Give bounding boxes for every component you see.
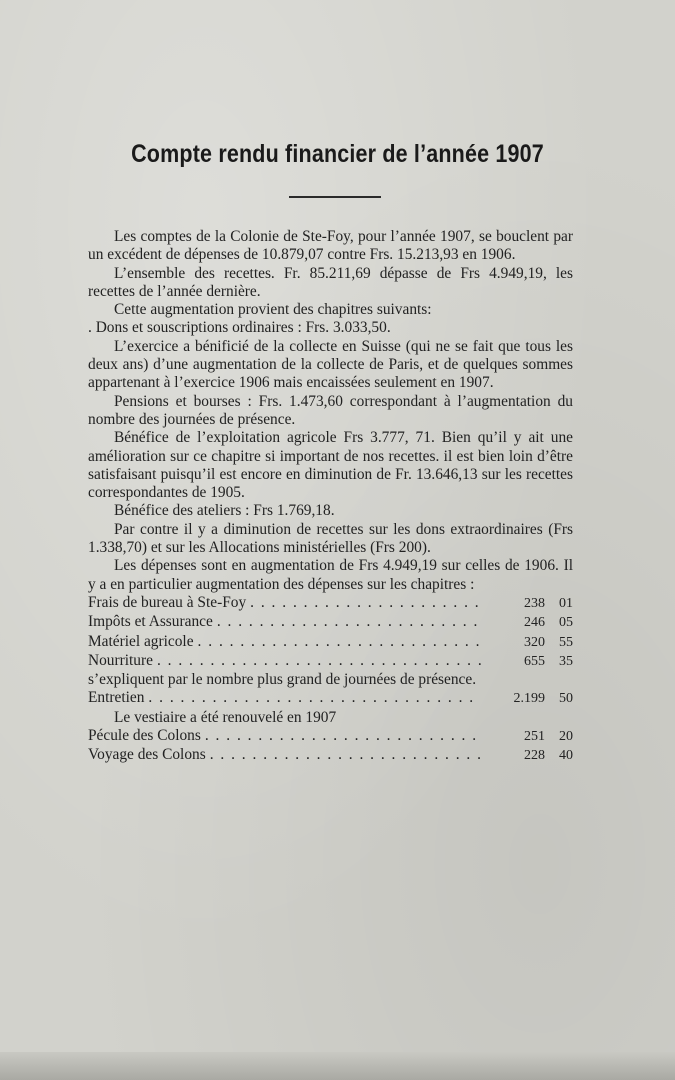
expense-label: Voyage des Colons xyxy=(88,746,206,764)
expense-amount xyxy=(485,690,573,708)
paragraph: Bénéfice des ateliers : Frs 1.769,18. xyxy=(114,502,335,520)
leader-dots xyxy=(148,689,481,707)
amount-cents: 55 xyxy=(559,634,573,650)
expense-row xyxy=(88,746,573,765)
leader-dots xyxy=(210,746,481,764)
note-vestiaire: Le vestiaire a été renouvelé en 1907 xyxy=(114,708,337,726)
expense-label: Matériel agricole xyxy=(88,632,194,650)
expense-row xyxy=(88,727,573,746)
leader-dots xyxy=(198,633,481,651)
expense-label: Nourriture xyxy=(88,651,153,669)
expense-row xyxy=(88,594,573,613)
amount-francs: 320 xyxy=(524,634,545,650)
expense-row xyxy=(88,652,573,671)
title-divider xyxy=(289,196,381,198)
expense-label: Frais de bureau à Ste-Foy xyxy=(88,593,247,611)
expense-label: Pécule des Colons xyxy=(88,727,201,745)
scan-bottom-edge xyxy=(0,1052,675,1080)
report-body xyxy=(88,228,573,766)
amount-cents: 20 xyxy=(559,729,573,745)
amount-cents: 40 xyxy=(559,748,573,764)
leader-dots xyxy=(250,594,481,612)
amount-cents: 50 xyxy=(559,691,573,707)
amount-francs: 251 xyxy=(524,729,545,745)
note-presence: s’expliquent par le nombre plus grand de journées de présence. xyxy=(88,671,477,689)
amount-francs: 246 xyxy=(524,615,545,631)
expense-amount xyxy=(485,614,573,632)
paragraph: Par contre il y a diminution de recettes sur les dons extraordinaires (Frs 1.338,70) et sur les Allocations ministérielles (Frs 200). xyxy=(88,520,573,557)
expense-row xyxy=(88,689,573,708)
paragraph: Pensions et bourses : Frs. 1.473,60 correspondant à l’augmentation du nombre des journées de présence. xyxy=(88,392,573,428)
amount-cents: 35 xyxy=(559,653,573,669)
leader-dots xyxy=(157,652,481,670)
expense-label: Entretien xyxy=(88,689,145,707)
paragraph: Cette augmentation provient des chapitres suivants: xyxy=(114,301,432,319)
leader-dots xyxy=(205,727,481,745)
expense-amount xyxy=(485,634,573,652)
leader-dots xyxy=(217,613,481,631)
paragraph: L’exercice a bénificié de la collecte en Suisse (qui ne se fait que tous les deux ans) d’une augmentation de la collecte de Paris, et de quelques sommes appartenant à l’exercice 1906 mais encaissées seulement en 1907. xyxy=(88,337,573,392)
expense-row xyxy=(88,633,573,652)
paragraph: Les comptes de la Colonie de Ste-Foy, pour l’année 1907, se bouclent par un excédent de dépenses de 10.879,07 contre Frs. 15.213,93 en 1906. xyxy=(88,228,573,264)
paragraph: . Dons et souscriptions ordinaires : Frs. 3.033,50. xyxy=(88,319,391,337)
amount-cents: 05 xyxy=(559,615,573,631)
paragraph: Bénéfice de l’exploitation agricole Frs 3.777, 71. Bien qu’il y ait une amélioration sur ce chapitre si important de nos recettes. il est bien loin d’être satisfaisant puisqu’il est encore en diminution de Fr. 13.646,13 sur les recettes correspondantes de 1905. xyxy=(88,429,573,502)
expense-amount xyxy=(485,653,573,671)
amount-cents: 01 xyxy=(559,595,573,611)
paragraph: Les dépenses sont en augmentation de Frs 4.949,19 sur celles de 1906. Il y a en particulier augmentation des dépenses sur les chapitres : xyxy=(88,557,573,593)
expense-amount xyxy=(485,728,573,746)
amount-francs: 238 xyxy=(524,595,545,611)
expense-amount xyxy=(485,595,573,613)
expense-row xyxy=(88,613,573,632)
expense-amount xyxy=(485,747,573,765)
paragraph: L’ensemble des recettes. Fr. 85.211,69 dépasse de Frs 4.949,19, les recettes de l’année dernière. xyxy=(88,264,573,300)
amount-francs: 2.199 xyxy=(513,691,545,707)
expense-label: Impôts et Assurance xyxy=(88,613,213,631)
page-title: Compte rendu financier de l’année 1907 xyxy=(131,140,544,168)
amount-francs: 655 xyxy=(524,653,545,669)
amount-francs: 228 xyxy=(524,748,545,764)
